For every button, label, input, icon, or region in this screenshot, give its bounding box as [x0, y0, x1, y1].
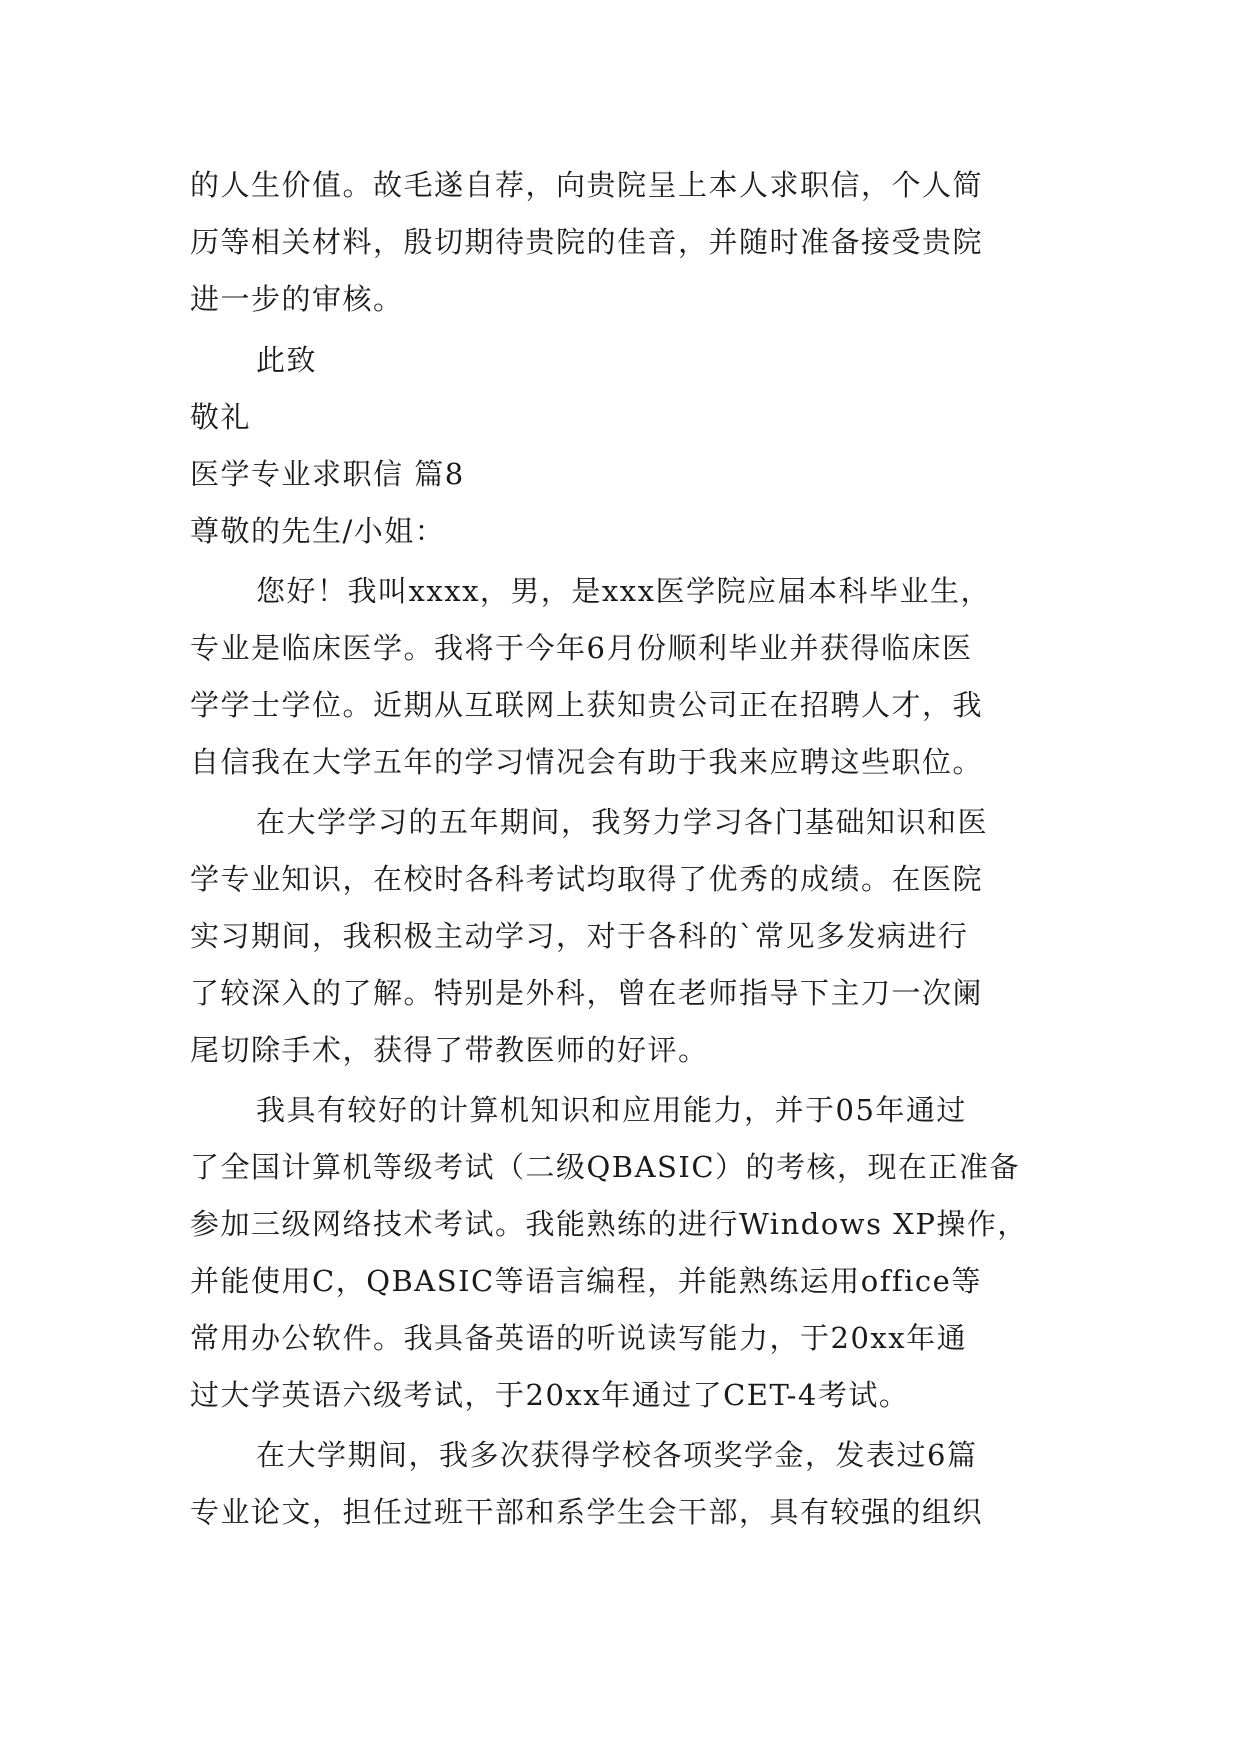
text-line: 的人生价值。故毛遂自荐，向贵院呈上本人求职信，个人简: [190, 168, 984, 202]
section-heading: 医学专业求职信 篇8: [190, 457, 465, 491]
paragraph-line: 参加三级网络技术考试。我能熟练的进行Windows XP操作，: [190, 1207, 1028, 1241]
paragraph-line: 并能使用C，QBASIC等语言编程，并能熟练运用office等: [190, 1264, 982, 1298]
paragraph-line: 了全国计算机等级考试（二级QBASIC）的考核，现在正准备: [190, 1150, 1021, 1184]
paragraph-line: 您好！我叫xxxx，男，是xxx医学院应届本科毕业生，: [256, 574, 991, 608]
paragraph-line: 在大学期间，我多次获得学校各项奖学金，发表过6篇: [256, 1438, 978, 1472]
paragraph-line: 学专业知识，在校时各科考试均取得了优秀的成绩。在医院: [190, 862, 984, 896]
closing-salutation: 此致: [256, 343, 318, 377]
paragraph-line: 在大学学习的五年期间，我努力学习各门基础知识和医: [256, 805, 989, 839]
greeting: 尊敬的先生/小姐：: [190, 514, 446, 548]
text-line: 进一步的审核。: [190, 282, 404, 316]
paragraph-line: 自信我在大学五年的学习情况会有助于我来应聘这些职位。: [190, 745, 984, 779]
paragraph-line: 我具有较好的计算机知识和应用能力，并于05年通过: [256, 1093, 967, 1127]
paragraph-line: 专业是临床医学。我将于今年6月份顺利毕业并获得临床医: [190, 631, 973, 665]
paragraph-line: 尾切除手术，获得了带教医师的好评。: [190, 1033, 709, 1067]
paragraph-line: 过大学英语六级考试，于20xx年通过了CET-4考试。: [190, 1378, 910, 1412]
paragraph-line: 常用办公软件。我具备英语的听说读写能力，于20xx年通: [190, 1321, 968, 1355]
paragraph-line: 学学士学位。近期从互联网上获知贵公司正在招聘人才，我: [190, 688, 984, 722]
text-line: 历等相关材料，殷切期待贵院的佳音，并随时准备接受贵院: [190, 225, 984, 259]
closing-regards: 敬礼: [190, 400, 252, 434]
paragraph-line: 实习期间，我积极主动学习，对于各科的`常见多发病进行: [190, 919, 969, 953]
paragraph-line: 了较深入的了解。特别是外科，曾在老师指导下主刀一次阑: [190, 976, 984, 1010]
paragraph-line: 专业论文，担任过班干部和系学生会干部，具有较强的组织: [190, 1495, 984, 1529]
